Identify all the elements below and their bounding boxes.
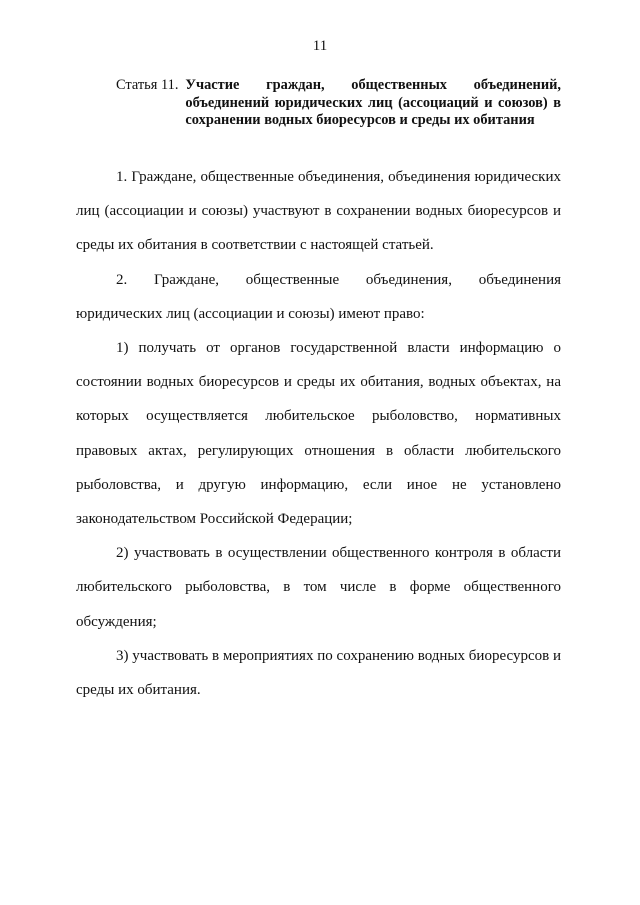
article-label: Статья 11. [116,77,179,93]
paragraph-2-line-1: 2. Граждане, общественные объединения, объединения [116,271,561,288]
article-title: Участие граждан, общественных объединений, объединений юридических лиц (ассоциаций и союзов) в сохранении водных биоресурсов и среды их обитания [185,77,561,128]
list-item-3: 3) участвовать в мероприятиях по сохранению водных биоресурсов и среды их обитания. [76,647,561,699]
page-number: 11 [312,38,328,54]
article-heading [116,77,561,130]
paragraph-1: 1. Граждане, общественные объединения, объединения юридических лиц (ассоциации и союзы) участвуют в сохранении водных биоресурсов и среды их обитания в соответствии с настоящей статьей. [76,169,561,254]
paragraph-2-line-2: юридических лиц (ассоциации и союзы) имеют право: [76,305,425,322]
article-body [76,160,561,707]
list-item-2: 2) участвовать в осуществлении общественного контроля в области любительского рыболовства, в том числе в форме общественного обсуждения; [76,545,561,630]
list-item-1: 1) получать от органов государственной власти информацию о состоянии водных биоресурсов и среды их обитания, водных объектах, на которых осуществляется любительское рыболовство, нормативных правовых актах, регулирующих отношения в области любительского рыболовства, и другую информацию, если иное не установлено законодательством Российской Федерации; [76,340,561,528]
